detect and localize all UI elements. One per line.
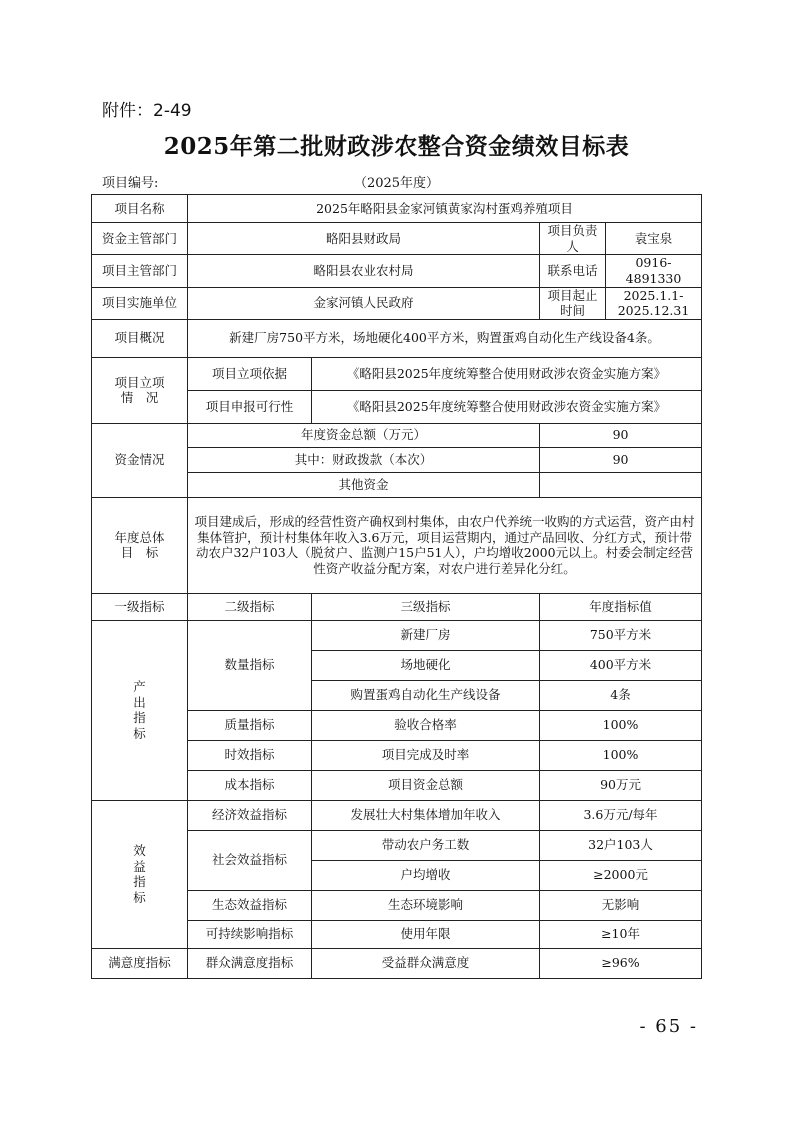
satisfaction-indicator-label: 满意度指标	[92, 948, 188, 978]
sustain-item-name: 使用年限	[312, 920, 540, 948]
timeliness-item-value: 100%	[540, 740, 702, 770]
leader-value: 袁宝泉	[606, 223, 702, 255]
cost-item-name: 项目资金总额	[312, 770, 540, 800]
satisfaction-item-name: 受益群众满意度	[312, 948, 540, 978]
benefit-indicator-label	[92, 800, 188, 948]
project-setup-label	[92, 357, 188, 423]
social-item-name: 户均增收	[312, 860, 540, 890]
header-value: 年度指标值	[540, 593, 702, 620]
quantity-item-value: 750平方米	[540, 620, 702, 650]
feasibility-value: 《略阳县2025年度统筹整合使用财政涉农资金实施方案》	[312, 390, 702, 423]
project-dept-label: 项目主管部门	[92, 255, 188, 287]
sustain-item-value: ≥10年	[540, 920, 702, 948]
cost-indicator-label: 成本指标	[188, 770, 312, 800]
quantity-indicator-label: 数量指标	[188, 620, 312, 710]
output-char: 指	[133, 710, 146, 726]
eco-indicator-label: 生态效益指标	[188, 890, 312, 920]
header-level2: 二级指标	[188, 593, 312, 620]
eco-item-value: 无影响	[540, 890, 702, 920]
benefit-char: 标	[133, 889, 146, 905]
project-number-label: 项目编号:	[102, 176, 159, 191]
leader-label: 项目负责人	[540, 223, 606, 255]
project-setup-label-line2: 情 况	[120, 390, 159, 406]
annual-goal-text: 项目建成后，形成的经营性资产确权到村集体，由农户代养统一收购的方式运营，资产由村集体管护，预计村集体年收入3.6万元，项目运营期内，通过产品回收、分红方式，预计带动农户32户103人（脱贫户、监测户15户51人），户均增收2000元以上。村委会制定经营性资产收益分配方案，对农户进行差异化分红。	[188, 497, 702, 593]
annual-total-value: 90	[540, 423, 702, 447]
fiscal-label: 其中：财政拨款（本次）	[188, 447, 540, 472]
other-funds-value	[540, 472, 702, 497]
header-level1: 一级指标	[92, 593, 188, 620]
overview-value: 新建厂房750平方米，场地硬化400平方米，购置蛋鸡自动化生产线设备4条。	[188, 319, 702, 357]
impl-unit-value: 金家河镇人民政府	[188, 287, 540, 319]
economic-indicator-label: 经济效益指标	[188, 800, 312, 830]
social-item-name: 带动农户务工数	[312, 830, 540, 860]
output-indicator-label	[92, 620, 188, 800]
period-label: 项目起止时间	[540, 287, 606, 319]
period-value: 2025.1.1-2025.12.31	[606, 287, 702, 319]
economic-item-name: 发展壮大村集体增加年收入	[312, 800, 540, 830]
annual-goal-label-line2: 目 标	[120, 545, 159, 561]
fiscal-value: 90	[540, 447, 702, 472]
social-item-value: 32户103人	[540, 830, 702, 860]
attachment-label: 附件：2-49	[102, 101, 192, 121]
output-char: 标	[133, 725, 146, 741]
economic-item-value: 3.6万元/每年	[540, 800, 702, 830]
impl-unit-label: 项目实施单位	[92, 287, 188, 319]
benefit-char: 效	[133, 843, 146, 858]
project-name-label: 项目名称	[92, 195, 188, 223]
project-setup-label-line1: 项目立项	[114, 374, 165, 390]
social-indicator-label: 社会效益指标	[188, 830, 312, 890]
benefit-char: 指	[133, 874, 146, 890]
public-satisfaction-label: 群众满意度指标	[188, 948, 312, 978]
eco-item-name: 生态环境影响	[312, 890, 540, 920]
annual-total-label: 年度资金总额（万元）	[188, 423, 540, 447]
quality-item-value: 100%	[540, 710, 702, 740]
header-level3: 三级指标	[312, 593, 540, 620]
social-item-value: ≥2000元	[540, 860, 702, 890]
setup-basis-label: 项目立项依据	[188, 357, 312, 390]
annual-goal-label-line1: 年度总体	[114, 529, 165, 545]
feasibility-label: 项目申报可行性	[188, 390, 312, 423]
output-char: 产	[133, 679, 146, 694]
sustain-indicator-label: 可持续影响指标	[188, 920, 312, 948]
fund-dept-label: 资金主管部门	[92, 223, 188, 255]
timeliness-indicator-label: 时效指标	[188, 740, 312, 770]
performance-table	[91, 194, 702, 979]
page-title: 2025年第二批财政涉农整合资金绩效目标表	[163, 133, 630, 160]
phone-label: 联系电话	[540, 255, 606, 287]
overview-label: 项目概况	[92, 319, 188, 357]
project-name-value: 2025年略阳县金家河镇黄家沟村蛋鸡养殖项目	[188, 195, 702, 223]
quantity-item-name: 场地硬化	[312, 650, 540, 680]
satisfaction-item-value: ≥96%	[540, 948, 702, 978]
quality-item-name: 验收合格率	[312, 710, 540, 740]
project-dept-value: 略阳县农业农村局	[188, 255, 540, 287]
benefit-char: 益	[133, 858, 146, 874]
quantity-item-value: 4条	[540, 680, 702, 710]
quality-indicator-label: 质量指标	[188, 710, 312, 740]
output-char: 出	[133, 694, 146, 710]
setup-basis-value: 《略阳县2025年度统筹整合使用财政涉农资金实施方案》	[312, 357, 702, 390]
cost-item-value: 90万元	[540, 770, 702, 800]
quantity-item-name: 新建厂房	[312, 620, 540, 650]
page-number: - 65 -	[639, 1016, 698, 1037]
quantity-item-value: 400平方米	[540, 650, 702, 680]
annual-goal-label	[92, 497, 188, 593]
year-label: （2025年度）	[353, 176, 440, 191]
other-funds-label: 其他资金	[188, 472, 540, 497]
funds-label: 资金情况	[92, 423, 188, 497]
fund-dept-value: 略阳县财政局	[188, 223, 540, 255]
phone-value: 0916-4891330	[606, 255, 702, 287]
timeliness-item-name: 项目完成及时率	[312, 740, 540, 770]
quantity-item-name: 购置蛋鸡自动化生产线设备	[312, 680, 540, 710]
